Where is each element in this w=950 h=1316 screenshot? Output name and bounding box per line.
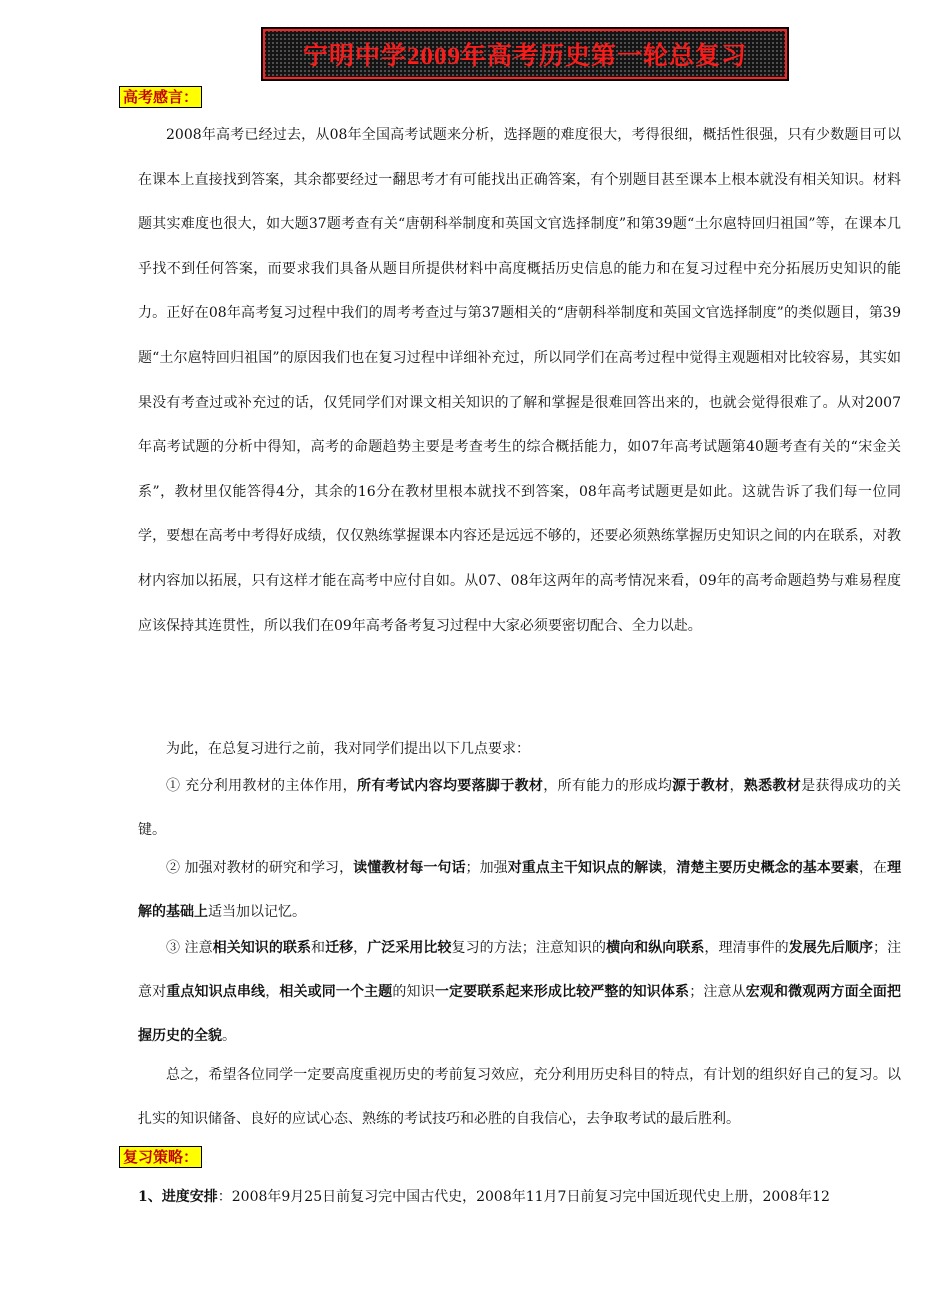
- section-heading-strategy: 复习策略：: [119, 1146, 202, 1168]
- title-banner: [261, 27, 789, 81]
- requirement-2: ② 加强对教材的研究和学习，读懂教材每一句话；加强对重点主干知识点的解读，清楚主要历史概念的基本要素，在理解的基础上适当加以记忆。: [138, 860, 902, 920]
- closing-paragraph: 总之，希望各位同学一定要高度重视历史的考前复习效应，充分利用历史科目的特点，有计划的组织好自己的复习。以扎实的知识储备、良好的应试心态、熟练的考试技巧和必胜的自我信心，去争取考试的最后胜利。: [138, 1067, 901, 1127]
- section-heading-feelings: 高考感言：: [119, 86, 202, 108]
- requirement-3: ③ 注意相关知识的联系和迁移，广泛采用比较复习的方法；注意知识的横向和纵向联系，理清事件的发展先后顺序；注意对重点知识点串线，相关或同一个主题的知识一定要联系起来形成比较严整的知识体系；注意从宏观和微观两方面全面把握历史的全貌。: [138, 940, 902, 1044]
- feelings-paragraph: 2008年高考已经过去，从08年全国高考试题来分析，选择题的难度很大，考得很细，概括性很强，只有少数题目可以在课本上直接找到答案，其余都要经过一翻思考才有可能找出正确答案，有个别题目甚至课本上根本就没有相关知识。材料题其实难度也很大，如大题37题考查有关“唐朝科举制度和英国文官选择制度”和第39题“土尔扈特回归祖国”等，在课本几乎找不到任何答案，而要求我们具备从题目所提供材料中高度概括历史信息的能力和在复习过程中充分拓展历史知识的能力。正好在08年高考复习过程中我们的周考考查过与第37题相关的“唐朝科举制度和英国文官选择制度”的类似题目，第39题“土尔扈特回归祖国”的原因我们也在复习过程中详细补充过，所以同学们在高考过程中觉得主观题相对比较容易，其实如果没有考查过或补充过的话，仅凭同学们对课文相关知识的了解和掌握是很难回答出来的，也就会觉得很难了。从对2007年高考试题的分析中得知，高考的命题趋势主要是考查考生的综合概括能力，如07年高考试题第40题考查有关的“宋金关系”，教材里仅能答得4分，其余的16分在教材里根本就找不到答案，08年高考试题更是如此。这就告诉了我们每一位同学，要想在高考中考得好成绩，仅仅熟练掌握课本内容还是远远不够的，还要必须熟练掌握历史知识之间的内在联系，对教材内容加以拓展，只有这样才能在高考中应付自如。从07、08年这两年的高考情况来看，09年的高考命题趋势与难易程度应该保持其连贯性，所以我们在09年高考备考复习过程中大家必须要密切配合、全力以赴。: [138, 127, 901, 634]
- page-title: 宁明中学2009年高考历史第一轮总复习: [302, 43, 747, 70]
- requirements-intro: 为此，在总复习进行之前，我对同学们提出以下几点要求：: [166, 741, 530, 757]
- schedule-item: 1、进度安排：2008年9月25日前复习完中国古代史，2008年11月7日前复习完中国近现代史上册，2008年12: [138, 1189, 830, 1205]
- requirement-1: ① 充分利用教材的主体作用，所有考试内容均要落脚于教材，所有能力的形成均源于教材，熟悉教材是获得成功的关键。: [138, 778, 902, 838]
